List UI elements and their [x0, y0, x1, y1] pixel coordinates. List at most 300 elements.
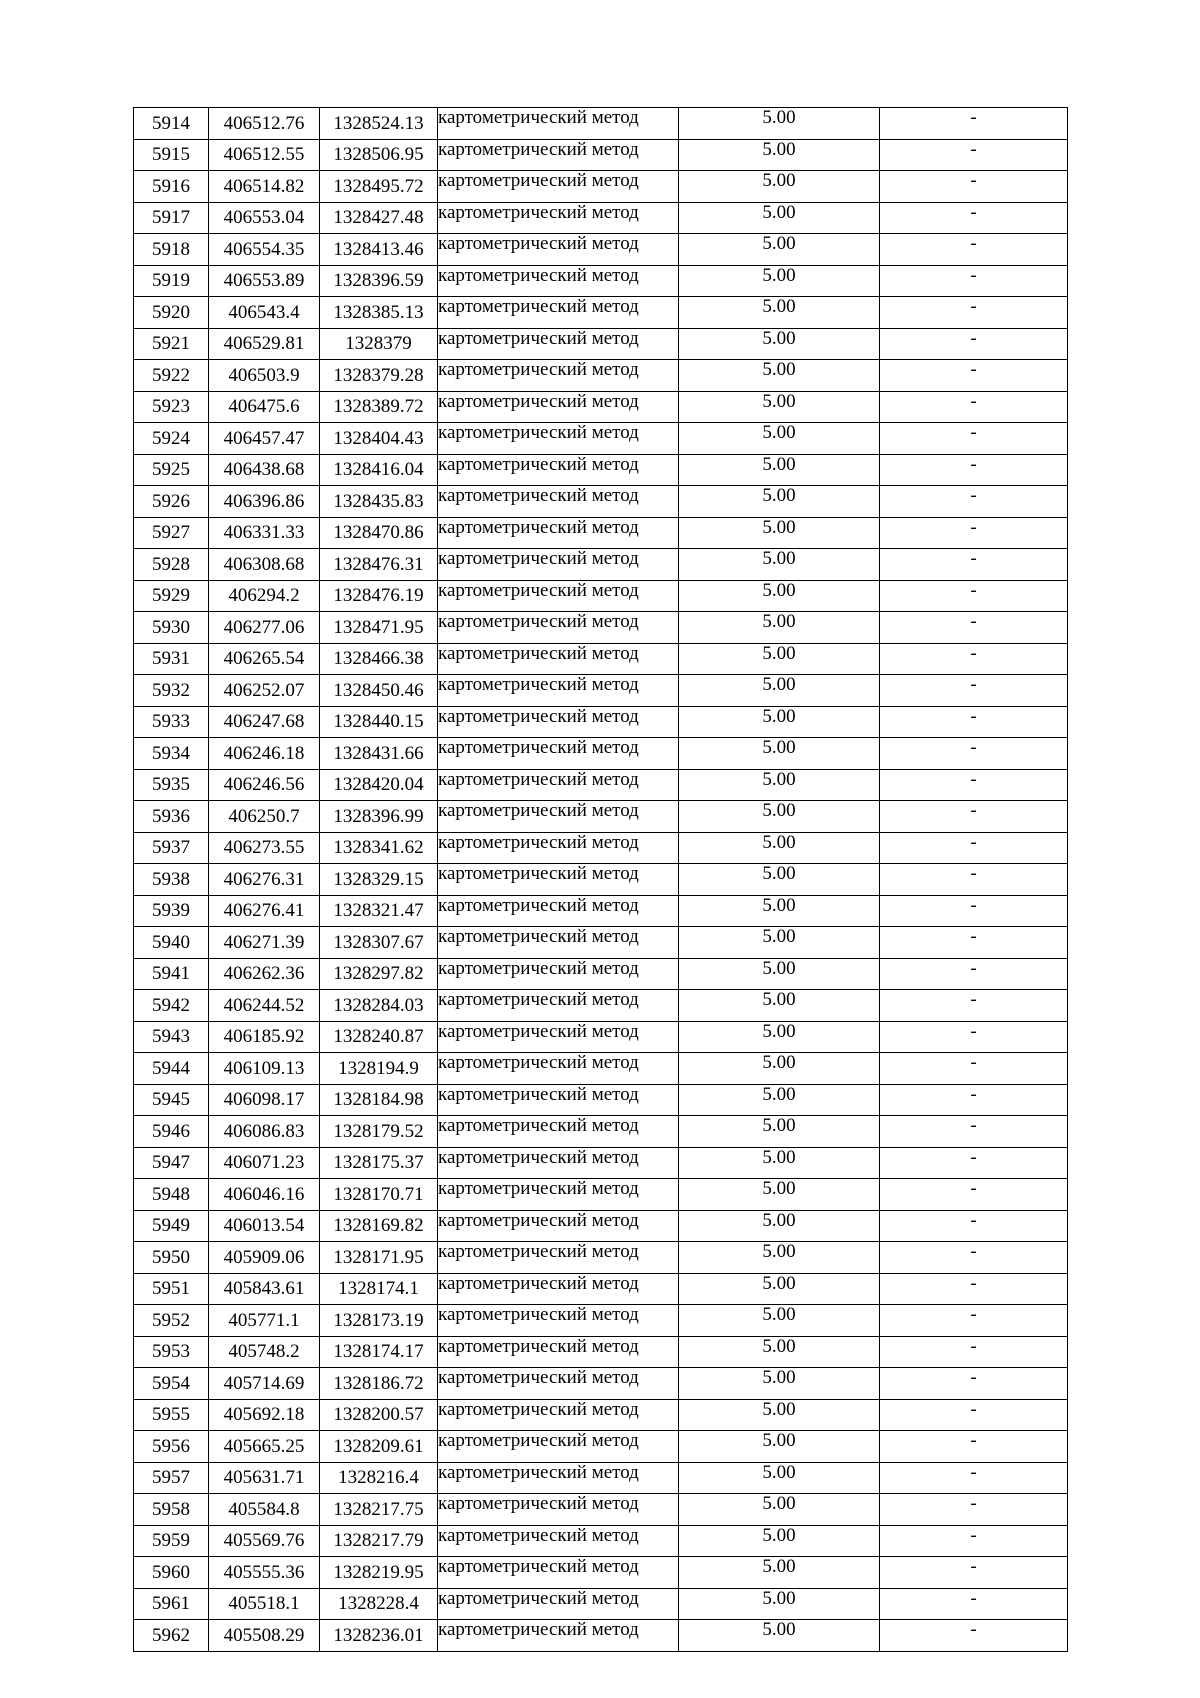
method-cell: картометрический метод [438, 769, 679, 801]
x-coordinate-cell: 406553.04 [209, 202, 320, 234]
method-cell: картометрический метод [438, 801, 679, 833]
table-row [134, 1336, 1068, 1368]
method-cell: картометрический метод [438, 832, 679, 864]
note-cell: - [880, 1525, 1068, 1557]
table-row [134, 864, 1068, 896]
point-number-cell: 5958 [134, 1494, 209, 1526]
point-number-cell: 5925 [134, 454, 209, 486]
y-coordinate-cell: 1328431.66 [320, 738, 438, 770]
x-coordinate-cell: 406244.52 [209, 990, 320, 1022]
x-coordinate-cell: 406554.35 [209, 234, 320, 266]
point-number-cell: 5931 [134, 643, 209, 675]
x-coordinate-cell: 406475.6 [209, 391, 320, 423]
method-cell: картометрический метод [438, 1084, 679, 1116]
y-coordinate-cell: 1328435.83 [320, 486, 438, 518]
point-number-cell: 5949 [134, 1210, 209, 1242]
table-row [134, 1273, 1068, 1305]
accuracy-cell: 5.00 [679, 675, 880, 707]
note-cell: - [880, 234, 1068, 266]
point-number-cell: 5959 [134, 1525, 209, 1557]
y-coordinate-cell: 1328379 [320, 328, 438, 360]
point-number-cell: 5954 [134, 1368, 209, 1400]
point-number-cell: 5918 [134, 234, 209, 266]
table-row [134, 706, 1068, 738]
accuracy-cell: 5.00 [679, 643, 880, 675]
x-coordinate-cell: 406438.68 [209, 454, 320, 486]
accuracy-cell: 5.00 [679, 1462, 880, 1494]
note-cell: - [880, 1210, 1068, 1242]
note-cell: - [880, 108, 1068, 140]
y-coordinate-cell: 1328396.59 [320, 265, 438, 297]
method-cell: картометрический метод [438, 202, 679, 234]
table-row [134, 675, 1068, 707]
table-row [134, 1494, 1068, 1526]
x-coordinate-cell: 406185.92 [209, 1021, 320, 1053]
y-coordinate-cell: 1328297.82 [320, 958, 438, 990]
y-coordinate-cell: 1328470.86 [320, 517, 438, 549]
y-coordinate-cell: 1328476.19 [320, 580, 438, 612]
y-coordinate-cell: 1328169.82 [320, 1210, 438, 1242]
x-coordinate-cell: 405665.25 [209, 1431, 320, 1463]
note-cell: - [880, 738, 1068, 770]
y-coordinate-cell: 1328396.99 [320, 801, 438, 833]
y-coordinate-cell: 1328471.95 [320, 612, 438, 644]
note-cell: - [880, 171, 1068, 203]
point-number-cell: 5946 [134, 1116, 209, 1148]
point-number-cell: 5939 [134, 895, 209, 927]
point-number-cell: 5927 [134, 517, 209, 549]
x-coordinate-cell: 406512.55 [209, 139, 320, 171]
accuracy-cell: 5.00 [679, 1210, 880, 1242]
y-coordinate-cell: 1328420.04 [320, 769, 438, 801]
note-cell: - [880, 1462, 1068, 1494]
table-row [134, 612, 1068, 644]
x-coordinate-cell: 406247.68 [209, 706, 320, 738]
note-cell: - [880, 265, 1068, 297]
accuracy-cell: 5.00 [679, 297, 880, 329]
x-coordinate-cell: 405771.1 [209, 1305, 320, 1337]
x-coordinate-cell: 406265.54 [209, 643, 320, 675]
accuracy-cell: 5.00 [679, 1368, 880, 1400]
point-number-cell: 5943 [134, 1021, 209, 1053]
accuracy-cell: 5.00 [679, 832, 880, 864]
accuracy-cell: 5.00 [679, 1179, 880, 1211]
point-number-cell: 5948 [134, 1179, 209, 1211]
method-cell: картометрический метод [438, 1336, 679, 1368]
method-cell: картометрический метод [438, 927, 679, 959]
table-row [134, 895, 1068, 927]
note-cell: - [880, 202, 1068, 234]
method-cell: картометрический метод [438, 864, 679, 896]
y-coordinate-cell: 1328175.37 [320, 1147, 438, 1179]
method-cell: картометрический метод [438, 1588, 679, 1620]
point-number-cell: 5930 [134, 612, 209, 644]
accuracy-cell: 5.00 [679, 108, 880, 140]
table-row [134, 454, 1068, 486]
accuracy-cell: 5.00 [679, 1620, 880, 1652]
table-row [134, 990, 1068, 1022]
point-number-cell: 5934 [134, 738, 209, 770]
table-row [134, 1368, 1068, 1400]
note-cell: - [880, 580, 1068, 612]
point-number-cell: 5923 [134, 391, 209, 423]
table-row [134, 1242, 1068, 1274]
x-coordinate-cell: 406071.23 [209, 1147, 320, 1179]
method-cell: картометрический метод [438, 990, 679, 1022]
method-cell: картометрический метод [438, 1179, 679, 1211]
y-coordinate-cell: 1328329.15 [320, 864, 438, 896]
accuracy-cell: 5.00 [679, 1494, 880, 1526]
y-coordinate-cell: 1328524.13 [320, 108, 438, 140]
table-row [134, 801, 1068, 833]
method-cell: картометрический метод [438, 1494, 679, 1526]
table-row [134, 1084, 1068, 1116]
note-cell: - [880, 958, 1068, 990]
table-row [134, 769, 1068, 801]
method-cell: картометрический метод [438, 958, 679, 990]
x-coordinate-cell: 406046.16 [209, 1179, 320, 1211]
table-row [134, 1620, 1068, 1652]
table-row [134, 360, 1068, 392]
y-coordinate-cell: 1328179.52 [320, 1116, 438, 1148]
method-cell: картометрический метод [438, 1147, 679, 1179]
x-coordinate-cell: 406013.54 [209, 1210, 320, 1242]
x-coordinate-cell: 406246.56 [209, 769, 320, 801]
table-row [134, 1557, 1068, 1589]
note-cell: - [880, 1116, 1068, 1148]
point-number-cell: 5935 [134, 769, 209, 801]
point-number-cell: 5962 [134, 1620, 209, 1652]
x-coordinate-cell: 406262.36 [209, 958, 320, 990]
y-coordinate-cell: 1328466.38 [320, 643, 438, 675]
method-cell: картометрический метод [438, 580, 679, 612]
point-number-cell: 5922 [134, 360, 209, 392]
note-cell: - [880, 1147, 1068, 1179]
accuracy-cell: 5.00 [679, 1588, 880, 1620]
y-coordinate-cell: 1328416.04 [320, 454, 438, 486]
accuracy-cell: 5.00 [679, 580, 880, 612]
note-cell: - [880, 328, 1068, 360]
y-coordinate-cell: 1328217.75 [320, 1494, 438, 1526]
y-coordinate-cell: 1328404.43 [320, 423, 438, 455]
x-coordinate-cell: 405843.61 [209, 1273, 320, 1305]
method-cell: картометрический метод [438, 1431, 679, 1463]
table-row [134, 1053, 1068, 1085]
method-cell: картометрический метод [438, 643, 679, 675]
method-cell: картометрический метод [438, 549, 679, 581]
table-row [134, 1525, 1068, 1557]
y-coordinate-cell: 1328236.01 [320, 1620, 438, 1652]
note-cell: - [880, 1557, 1068, 1589]
accuracy-cell: 5.00 [679, 1116, 880, 1148]
y-coordinate-cell: 1328476.31 [320, 549, 438, 581]
accuracy-cell: 5.00 [679, 202, 880, 234]
point-number-cell: 5928 [134, 549, 209, 581]
y-coordinate-cell: 1328173.19 [320, 1305, 438, 1337]
note-cell: - [880, 864, 1068, 896]
y-coordinate-cell: 1328240.87 [320, 1021, 438, 1053]
method-cell: картометрический метод [438, 454, 679, 486]
accuracy-cell: 5.00 [679, 549, 880, 581]
y-coordinate-cell: 1328321.47 [320, 895, 438, 927]
method-cell: картометрический метод [438, 612, 679, 644]
point-number-cell: 5938 [134, 864, 209, 896]
x-coordinate-cell: 406109.13 [209, 1053, 320, 1085]
x-coordinate-cell: 406252.07 [209, 675, 320, 707]
method-cell: картометрический метод [438, 1210, 679, 1242]
y-coordinate-cell: 1328427.48 [320, 202, 438, 234]
accuracy-cell: 5.00 [679, 1525, 880, 1557]
x-coordinate-cell: 406273.55 [209, 832, 320, 864]
y-coordinate-cell: 1328194.9 [320, 1053, 438, 1085]
note-cell: - [880, 454, 1068, 486]
point-number-cell: 5915 [134, 139, 209, 171]
table-row [134, 1179, 1068, 1211]
point-number-cell: 5953 [134, 1336, 209, 1368]
y-coordinate-cell: 1328186.72 [320, 1368, 438, 1400]
x-coordinate-cell: 406276.31 [209, 864, 320, 896]
table-row [134, 423, 1068, 455]
x-coordinate-cell: 406271.39 [209, 927, 320, 959]
y-coordinate-cell: 1328341.62 [320, 832, 438, 864]
accuracy-cell: 5.00 [679, 1305, 880, 1337]
table-row [134, 265, 1068, 297]
y-coordinate-cell: 1328171.95 [320, 1242, 438, 1274]
note-cell: - [880, 1588, 1068, 1620]
table-row [134, 1210, 1068, 1242]
accuracy-cell: 5.00 [679, 1273, 880, 1305]
point-number-cell: 5932 [134, 675, 209, 707]
note-cell: - [880, 1399, 1068, 1431]
method-cell: картометрический метод [438, 328, 679, 360]
accuracy-cell: 5.00 [679, 895, 880, 927]
x-coordinate-cell: 406529.81 [209, 328, 320, 360]
accuracy-cell: 5.00 [679, 612, 880, 644]
accuracy-cell: 5.00 [679, 486, 880, 518]
table-row [134, 549, 1068, 581]
table-row [134, 1147, 1068, 1179]
x-coordinate-cell: 405909.06 [209, 1242, 320, 1274]
note-cell: - [880, 1368, 1068, 1400]
y-coordinate-cell: 1328307.67 [320, 927, 438, 959]
x-coordinate-cell: 406331.33 [209, 517, 320, 549]
accuracy-cell: 5.00 [679, 864, 880, 896]
accuracy-cell: 5.00 [679, 1242, 880, 1274]
point-number-cell: 5937 [134, 832, 209, 864]
note-cell: - [880, 1084, 1068, 1116]
x-coordinate-cell: 406294.2 [209, 580, 320, 612]
y-coordinate-cell: 1328174.1 [320, 1273, 438, 1305]
note-cell: - [880, 990, 1068, 1022]
point-number-cell: 5929 [134, 580, 209, 612]
note-cell: - [880, 1336, 1068, 1368]
y-coordinate-cell: 1328174.17 [320, 1336, 438, 1368]
note-cell: - [880, 612, 1068, 644]
method-cell: картометрический метод [438, 1525, 679, 1557]
x-coordinate-cell: 406396.86 [209, 486, 320, 518]
accuracy-cell: 5.00 [679, 801, 880, 833]
note-cell: - [880, 549, 1068, 581]
accuracy-cell: 5.00 [679, 171, 880, 203]
point-number-cell: 5951 [134, 1273, 209, 1305]
table-row [134, 958, 1068, 990]
table-row [134, 486, 1068, 518]
note-cell: - [880, 1273, 1068, 1305]
accuracy-cell: 5.00 [679, 706, 880, 738]
accuracy-cell: 5.00 [679, 1147, 880, 1179]
table-row [134, 832, 1068, 864]
y-coordinate-cell: 1328389.72 [320, 391, 438, 423]
method-cell: картометрический метод [438, 895, 679, 927]
y-coordinate-cell: 1328450.46 [320, 675, 438, 707]
y-coordinate-cell: 1328413.46 [320, 234, 438, 266]
table-row [134, 108, 1068, 140]
point-number-cell: 5924 [134, 423, 209, 455]
y-coordinate-cell: 1328184.98 [320, 1084, 438, 1116]
y-coordinate-cell: 1328216.4 [320, 1462, 438, 1494]
note-cell: - [880, 423, 1068, 455]
table-row [134, 297, 1068, 329]
point-number-cell: 5920 [134, 297, 209, 329]
point-number-cell: 5947 [134, 1147, 209, 1179]
note-cell: - [880, 360, 1068, 392]
x-coordinate-cell: 406543.4 [209, 297, 320, 329]
point-number-cell: 5952 [134, 1305, 209, 1337]
x-coordinate-cell: 406553.89 [209, 265, 320, 297]
point-number-cell: 5950 [134, 1242, 209, 1274]
note-cell: - [880, 675, 1068, 707]
table-row [134, 1462, 1068, 1494]
method-cell: картометрический метод [438, 1305, 679, 1337]
accuracy-cell: 5.00 [679, 1053, 880, 1085]
accuracy-cell: 5.00 [679, 391, 880, 423]
note-cell: - [880, 1494, 1068, 1526]
table-row [134, 391, 1068, 423]
table-row [134, 1305, 1068, 1337]
point-number-cell: 5942 [134, 990, 209, 1022]
method-cell: картометрический метод [438, 1242, 679, 1274]
note-cell: - [880, 1242, 1068, 1274]
accuracy-cell: 5.00 [679, 139, 880, 171]
x-coordinate-cell: 406250.7 [209, 801, 320, 833]
x-coordinate-cell: 405555.36 [209, 1557, 320, 1589]
x-coordinate-cell: 406086.83 [209, 1116, 320, 1148]
x-coordinate-cell: 406457.47 [209, 423, 320, 455]
table-row [134, 927, 1068, 959]
x-coordinate-cell: 405508.29 [209, 1620, 320, 1652]
point-number-cell: 5914 [134, 108, 209, 140]
x-coordinate-cell: 406276.41 [209, 895, 320, 927]
table-row [134, 1588, 1068, 1620]
point-number-cell: 5921 [134, 328, 209, 360]
accuracy-cell: 5.00 [679, 1021, 880, 1053]
table-row [134, 1431, 1068, 1463]
x-coordinate-cell: 406246.18 [209, 738, 320, 770]
point-number-cell: 5961 [134, 1588, 209, 1620]
table-row [134, 234, 1068, 266]
method-cell: картометрический метод [438, 1620, 679, 1652]
table-row [134, 171, 1068, 203]
table-row [134, 1116, 1068, 1148]
point-number-cell: 5957 [134, 1462, 209, 1494]
x-coordinate-cell: 406512.76 [209, 108, 320, 140]
y-coordinate-cell: 1328506.95 [320, 139, 438, 171]
method-cell: картометрический метод [438, 171, 679, 203]
point-number-cell: 5936 [134, 801, 209, 833]
method-cell: картометрический метод [438, 297, 679, 329]
accuracy-cell: 5.00 [679, 927, 880, 959]
y-coordinate-cell: 1328217.79 [320, 1525, 438, 1557]
note-cell: - [880, 297, 1068, 329]
note-cell: - [880, 139, 1068, 171]
point-number-cell: 5945 [134, 1084, 209, 1116]
method-cell: картометрический метод [438, 1557, 679, 1589]
method-cell: картометрический метод [438, 706, 679, 738]
x-coordinate-cell: 405692.18 [209, 1399, 320, 1431]
method-cell: картометрический метод [438, 423, 679, 455]
note-cell: - [880, 517, 1068, 549]
coordinates-table-body [134, 108, 1068, 1652]
method-cell: картометрический метод [438, 1273, 679, 1305]
x-coordinate-cell: 406277.06 [209, 612, 320, 644]
accuracy-cell: 5.00 [679, 360, 880, 392]
method-cell: картометрический метод [438, 1399, 679, 1431]
method-cell: картометрический метод [438, 139, 679, 171]
table-row [134, 643, 1068, 675]
note-cell: - [880, 1305, 1068, 1337]
note-cell: - [880, 895, 1068, 927]
accuracy-cell: 5.00 [679, 454, 880, 486]
note-cell: - [880, 1053, 1068, 1085]
method-cell: картометрический метод [438, 1462, 679, 1494]
note-cell: - [880, 1179, 1068, 1211]
table-row [134, 139, 1068, 171]
y-coordinate-cell: 1328228.4 [320, 1588, 438, 1620]
method-cell: картометрический метод [438, 1053, 679, 1085]
x-coordinate-cell: 406514.82 [209, 171, 320, 203]
y-coordinate-cell: 1328440.15 [320, 706, 438, 738]
point-number-cell: 5956 [134, 1431, 209, 1463]
note-cell: - [880, 1021, 1068, 1053]
note-cell: - [880, 391, 1068, 423]
x-coordinate-cell: 405714.69 [209, 1368, 320, 1400]
x-coordinate-cell: 406308.68 [209, 549, 320, 581]
x-coordinate-cell: 405631.71 [209, 1462, 320, 1494]
y-coordinate-cell: 1328200.57 [320, 1399, 438, 1431]
accuracy-cell: 5.00 [679, 1399, 880, 1431]
table-row [134, 1021, 1068, 1053]
accuracy-cell: 5.00 [679, 328, 880, 360]
x-coordinate-cell: 406098.17 [209, 1084, 320, 1116]
x-coordinate-cell: 406503.9 [209, 360, 320, 392]
table-row [134, 580, 1068, 612]
x-coordinate-cell: 405569.76 [209, 1525, 320, 1557]
y-coordinate-cell: 1328170.71 [320, 1179, 438, 1211]
point-number-cell: 5916 [134, 171, 209, 203]
x-coordinate-cell: 405584.8 [209, 1494, 320, 1526]
x-coordinate-cell: 405518.1 [209, 1588, 320, 1620]
y-coordinate-cell: 1328219.95 [320, 1557, 438, 1589]
note-cell: - [880, 643, 1068, 675]
note-cell: - [880, 1431, 1068, 1463]
accuracy-cell: 5.00 [679, 958, 880, 990]
accuracy-cell: 5.00 [679, 265, 880, 297]
note-cell: - [880, 832, 1068, 864]
y-coordinate-cell: 1328209.61 [320, 1431, 438, 1463]
accuracy-cell: 5.00 [679, 234, 880, 266]
method-cell: картометрический метод [438, 517, 679, 549]
point-number-cell: 5941 [134, 958, 209, 990]
